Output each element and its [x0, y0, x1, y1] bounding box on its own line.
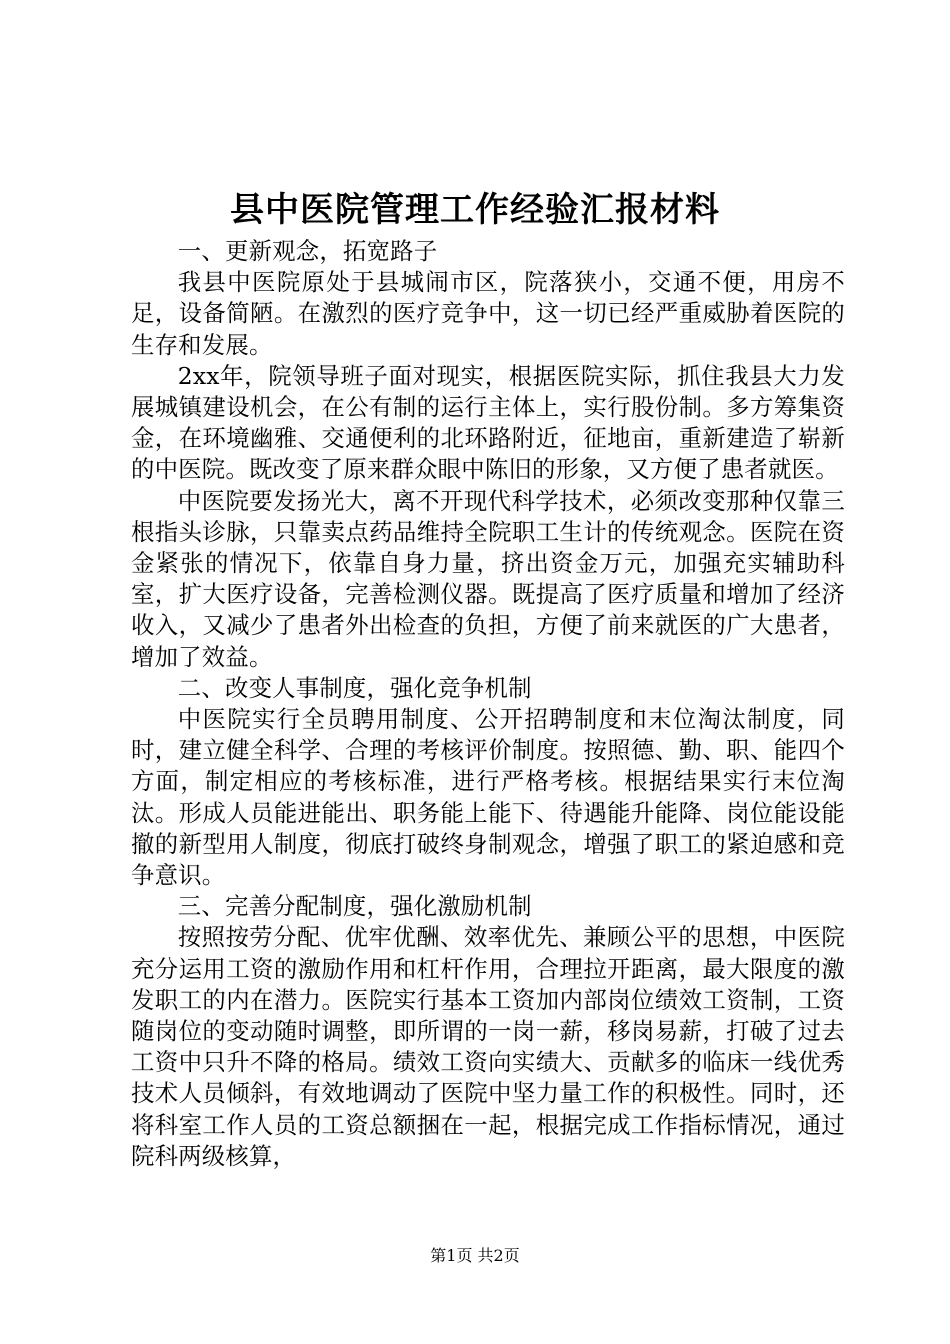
paragraph: 2xx年，院领导班子面对现实，根据医院实际，抓住我县大力发展城镇建设机会，在公有制的运行主体上，实行股份制。多方筹集资金，在环境幽雅、交通便利的北环路附近，征地亩，重新建造了崭新的中医院。既改变了原来群众眼中陈旧的形象，又方便了患者就医。 — [131, 361, 845, 484]
paragraph: 中医院实行全员聘用制度、公开招聘制度和末位淘汰制度，同时，建立健全科学、合理的考核评价制度。按照德、勤、职、能四个方面，制定相应的考核标准，进行严格考核。根据结果实行末位淘汰。形成人员能进能出、职务能上能下、待遇能升能降、岗位能设能撤的新型用人制度，彻底打破终身制观念，增强了职工的紧迫感和竞争意识。 — [131, 705, 845, 890]
section-heading: 一、更新观念，拓宽路子 — [177, 237, 438, 265]
page-footer: 第1页 共2页 — [430, 1246, 520, 1265]
paragraph: 我县中医院原处于县城闹市区，院落狭小，交通不便，用房不足，设备简陋。在激烈的医疗竞争中，这一切已经严重威胁着医院的生存和发展。 — [131, 268, 845, 359]
document-body — [131, 236, 845, 1172]
section-heading: 二、改变人事制度，强化竞争机制 — [177, 673, 532, 702]
paragraph: 中医院要发扬光大，离不开现代科学技术，必须改变那种仅靠三根指头诊脉，只靠卖点药品维持全院职工生计的传统观念。医院在资金紧张的情况下，依靠自身力量，挤出资金万元，加强充实辅助科室，扩大医疗设备，完善检测仪器。既提高了医疗质量和增加了经济收入，又减少了患者外出检查的负担，方便了前来就医的广大患者，增加了效益。 — [131, 486, 845, 671]
section-heading: 三、完善分配制度，强化激励机制 — [177, 892, 532, 921]
document-title: 县中医院管理工作经验汇报材料 — [230, 190, 720, 230]
paragraph: 按照按劳分配、优牢优酬、效率优先、兼顾公平的思想，中医院充分运用工资的激励作用和杠杆作用，合理拉开距离，最大限度的激发职工的内在潜力。医院实行基本工资加内部岗位绩效工资制，工资随岗位的变动随时调整，即所谓的一岗一薪，移岗易薪，打破了过去工资中只升不降的格局。绩效工资向实绩大、贡献多的临床一线优秀技术人员倾斜，有效地调动了医院中坚力量工作的积极性。同时，还将科室工作人员的工资总额捆在一起，根据完成工作指标情况，通过院科两级核算， — [131, 923, 845, 1170]
